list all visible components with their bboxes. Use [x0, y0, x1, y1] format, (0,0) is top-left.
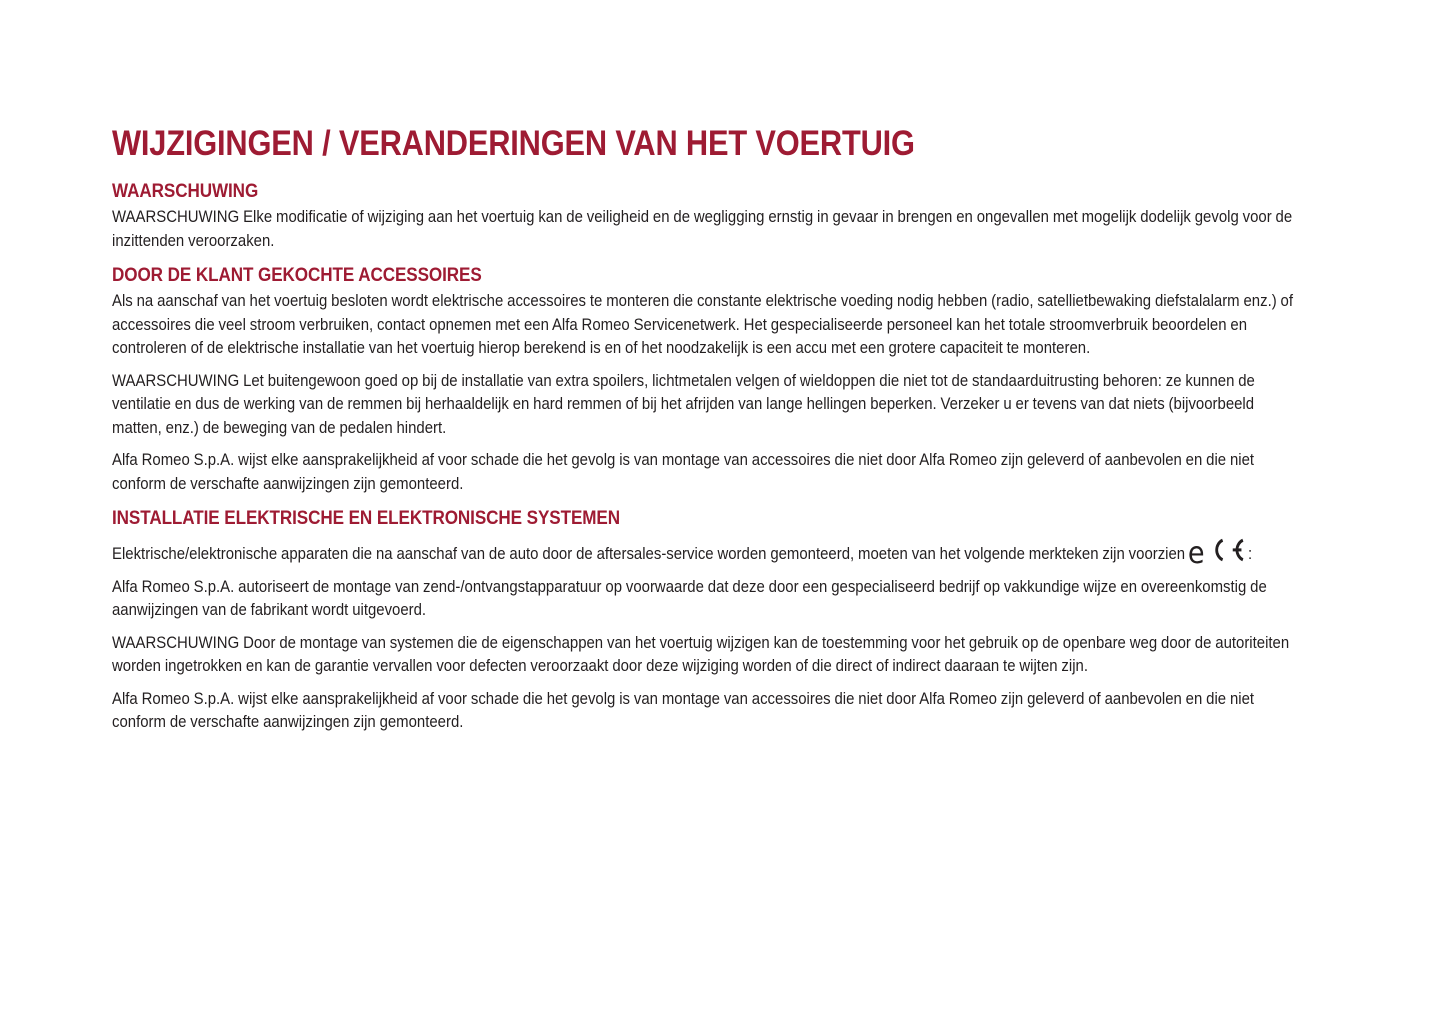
- paragraph-merkteken-text: Elektrische/elektronische apparaten die na aanschaf van de auto door de aftersales-service worden gemonteerd, moeten van het volgende merkteken zijn voorzien: [112, 545, 1186, 563]
- conformity-marks: [1187, 533, 1254, 571]
- paragraph-accessoires-1: Als na aanschaf van het voertuig besloten wordt elektrische accessoires te monteren die constante elektrische voeding nodig hebben (radio, satellietbewaking diefstalalarm enz.) of accessoires die veel stroom verbruiken, contact opnemen met een Alfa Romeo Servicenetwerk. Het gespecialiseerde personeel kan het totale stroomverbruik beoordelen en controleren of de elektrische installatie van het voertuig hierop berekend is en of het noodzakelijk is een accu met een grotere capaciteit te monteren.: [112, 292, 1294, 357]
- paragraph-accessoires-2: WAARSCHUWING Let buitengewoon goed op bij de installatie van extra spoilers, lichtmetalen velgen of wieldoppen die niet tot de standaarduitrusting behoren: ze kunnen de ventilatie en dus de werking van de remmen bij herhaaldelijk en hard remmen of bij het afrijden van lange hellingen beperken. Verzeker u er tevens van dat niets (bijvoorbeeld matten, enz.) de beweging van de pedalen hindert.: [112, 371, 1255, 437]
- section-heading-elektrische-systemen: INSTALLATIE ELEKTRISCHE EN ELEKTRONISCHE SYSTEMEN: [112, 508, 620, 529]
- section-heading-waarschuwing: WAARSCHUWING: [112, 181, 259, 202]
- paragraph-accessoires-3: Alfa Romeo S.p.A. wijst elke aansprakelijkheid af voor schade die het gevolg is van montage van accessoires die niet door Alfa Romeo zijn geleverd of aanbevolen en die niet conform de verschafte aanwijzingen zijn gemonteerd.: [112, 451, 1255, 493]
- marks-colon: :: [1247, 545, 1253, 563]
- document-content: [112, 124, 1305, 735]
- paragraph-elektrische-systemen-3: Alfa Romeo S.p.A. wijst elke aansprakelijkheid af voor schade die het gevolg is van montage van accessoires die niet door Alfa Romeo zijn geleverd of aanbevolen en die niet conform de verschafte aanwijzingen zijn gemonteerd.: [112, 689, 1255, 731]
- page-title: WIJZIGINGEN / VERANDERINGEN VAN HET VOERTUIG: [112, 124, 915, 163]
- section-elektrische-systemen: [112, 507, 1305, 735]
- paragraph-merkteken: [112, 533, 1305, 571]
- section-accessoires: [112, 264, 1305, 496]
- e-mark-icon: e: [1187, 536, 1205, 571]
- paragraph-elektrische-systemen-1: Alfa Romeo S.p.A. autoriseert de montage van zend-/ontvangstapparatuur op voorwaarde dat deze door een gespecialiseerd bedrijf op vakkundige wijze en overeenkomstig de aanwijzingen van de fabrikant wordt uitgevoerd.: [112, 577, 1267, 619]
- paragraph-waarschuwing-1: WAARSCHUWING Elke modificatie of wijziging aan het voertuig kan de veiligheid en de wegligging ernstig in gevaar in brengen en ongevallen met mogelijk dodelijk gevolg voor de inzittenden veroorzaken.: [112, 208, 1293, 250]
- section-waarschuwing: [112, 180, 1305, 253]
- section-heading-accessoires: DOOR DE KLANT GEKOCHTE ACCESSOIRES: [112, 265, 482, 286]
- ce-mark-icon: [1209, 537, 1245, 563]
- paragraph-elektrische-systemen-2: WAARSCHUWING Door de montage van systemen die de eigenschappen van het voertuig wijzigen kan de toestemming voor het gebruik op de openbare weg door de autoriteiten worden ingetrokken en kan de garantie vervallen voor defecten veroorzaakt door deze wijziging worden of die direct of indirect daaraan te wijten zijn.: [112, 633, 1290, 675]
